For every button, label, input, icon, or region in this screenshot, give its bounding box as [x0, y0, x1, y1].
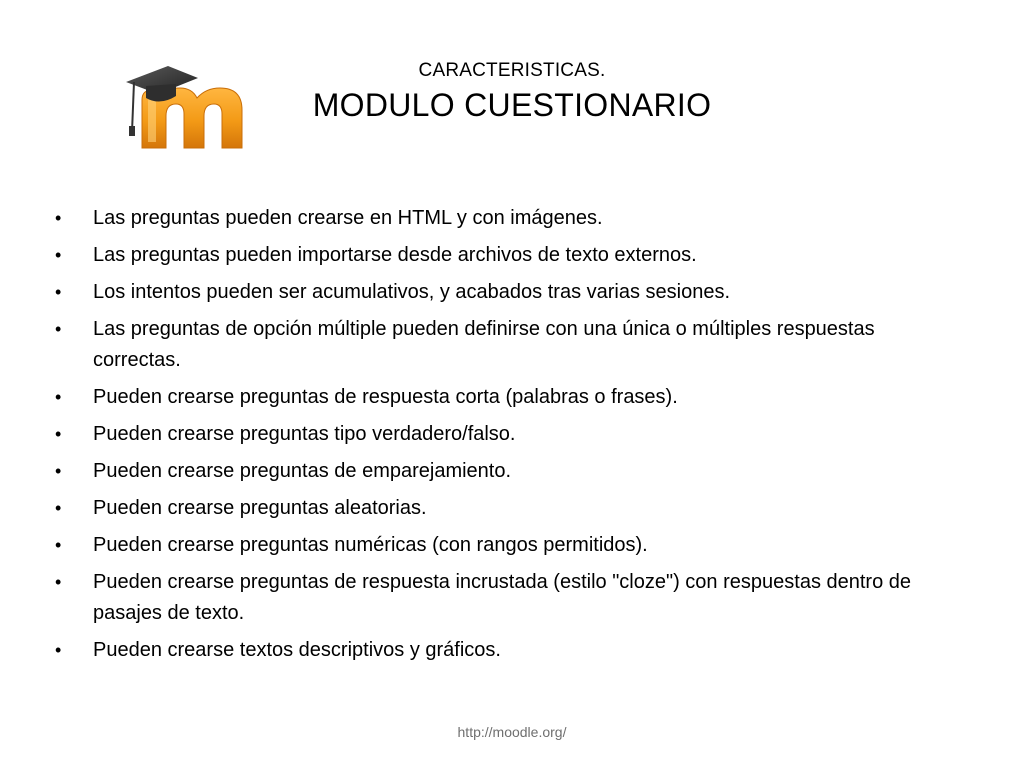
list-item — [54, 314, 964, 376]
bullet-dot-icon: • — [55, 387, 62, 407]
list-item-text: Pueden crearse preguntas tipo verdadero/falso. — [93, 423, 516, 445]
bullet-dot-icon: • — [55, 572, 62, 592]
list-item — [54, 419, 964, 450]
list-item — [54, 203, 964, 234]
bullet-dot-icon: • — [55, 245, 62, 265]
list-item — [54, 277, 964, 308]
list-item — [54, 567, 964, 629]
list-item — [54, 635, 964, 666]
list-item — [54, 493, 964, 524]
bullet-dot-icon: • — [55, 424, 62, 444]
bullet-dot-icon: • — [55, 461, 62, 481]
list-item-text: Pueden crearse preguntas aleatorias. — [93, 497, 427, 519]
list-item-text: Pueden crearse preguntas de respuesta corta (palabras o frases). — [93, 386, 678, 408]
list-item-text: Los intentos pueden ser acumulativos, y acabados tras varias sesiones. — [93, 281, 731, 303]
bullet-list — [54, 203, 964, 672]
slide-subtitle: CARACTERISTICAS. — [418, 60, 606, 81]
list-item-text: Las preguntas de opción múltiple pueden definirse con una única o múltiples respuestas correctas. — [93, 318, 875, 371]
slide-title: MODULO CUESTIONARIO — [312, 87, 712, 123]
list-item-text: Pueden crearse preguntas numéricas (con rangos permitidos). — [93, 534, 648, 556]
list-item — [54, 240, 964, 271]
list-item — [54, 530, 964, 561]
bullet-dot-icon: • — [55, 319, 62, 339]
slide-title-block — [212, 58, 812, 125]
list-item-text: Pueden crearse textos descriptivos y gráficos. — [93, 639, 501, 661]
bullet-dot-icon: • — [55, 498, 62, 518]
list-item-text: Pueden crearse preguntas de respuesta incrustada (estilo "cloze") con respuestas dentro de pasajes de texto. — [93, 571, 912, 624]
footer-url[interactable]: http://moodle.org/ — [457, 724, 567, 740]
bullet-dot-icon: • — [55, 535, 62, 555]
bullet-dot-icon: • — [55, 208, 62, 228]
list-item — [54, 382, 964, 413]
bullet-dot-icon: • — [55, 640, 62, 660]
list-item — [54, 456, 964, 487]
list-item-text: Las preguntas pueden crearse en HTML y con imágenes. — [93, 207, 603, 229]
list-item-text: Pueden crearse preguntas de emparejamiento. — [93, 460, 512, 482]
list-item-text: Las preguntas pueden importarse desde archivos de texto externos. — [93, 244, 697, 266]
bullet-dot-icon: • — [55, 282, 62, 302]
